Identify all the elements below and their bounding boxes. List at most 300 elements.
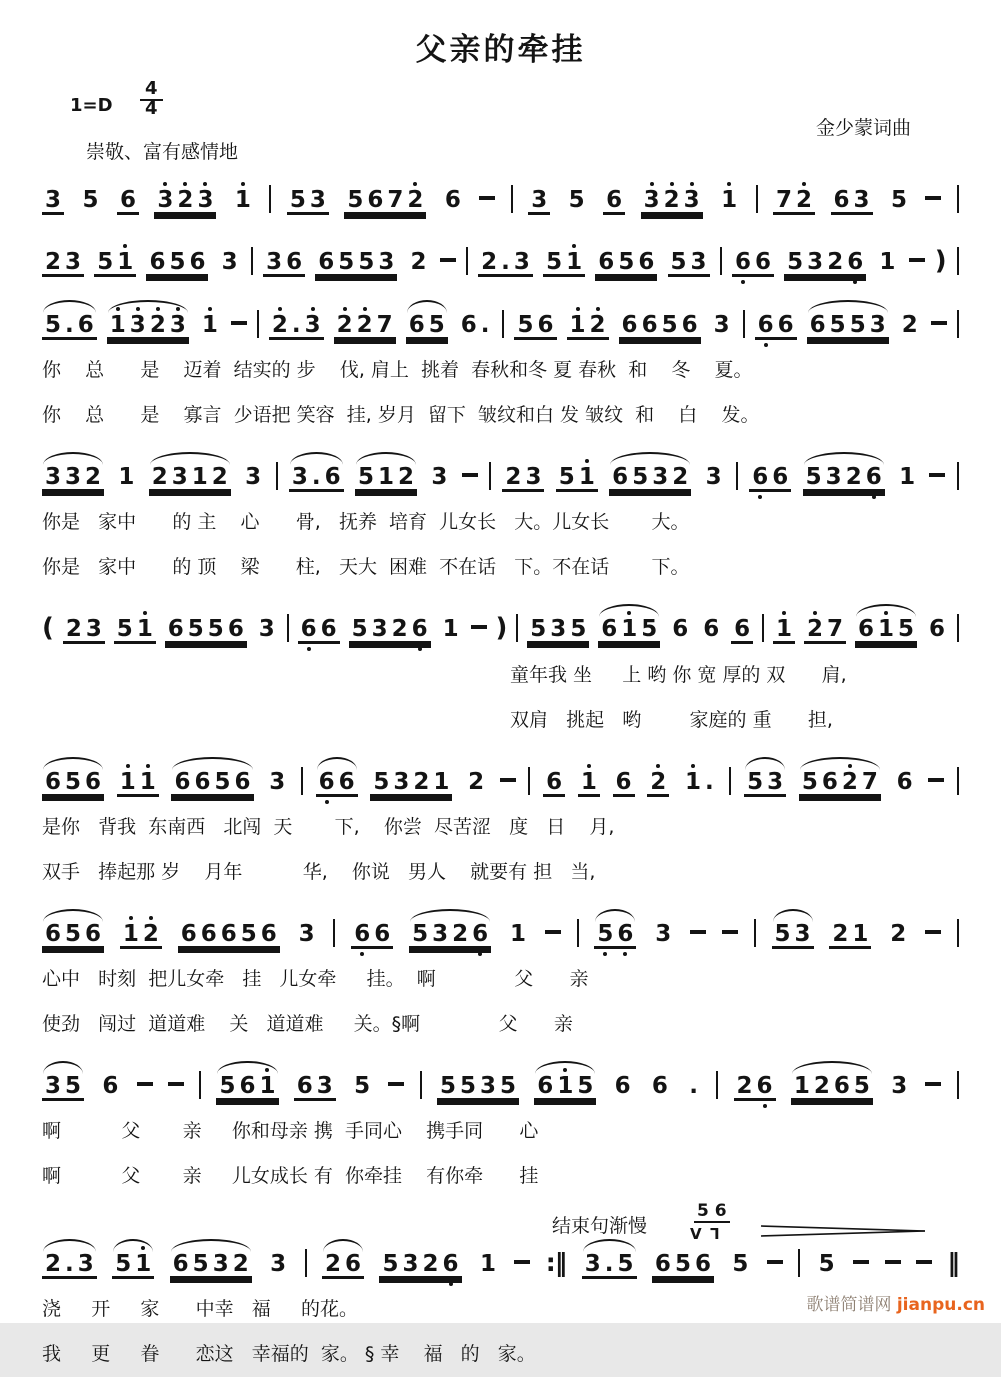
ending-tempo-label: 结束句渐慢 xyxy=(552,1215,648,1237)
note-cluster xyxy=(711,314,733,337)
note-cluster xyxy=(99,1075,121,1098)
note-cluster xyxy=(652,923,674,946)
note-digit: 6 xyxy=(102,1073,119,1099)
note-digit: 5 xyxy=(347,187,364,213)
note-digit: 6 xyxy=(756,1073,773,1099)
note-cluster xyxy=(120,923,162,946)
time-signature-numerator: 4 xyxy=(140,78,163,101)
key-signature: 1=D xyxy=(70,95,113,116)
duration-dash xyxy=(916,1260,932,1264)
note-digit: . xyxy=(480,312,490,338)
note-digit: 6 xyxy=(857,616,874,642)
note-digit: 5 xyxy=(853,1073,870,1099)
note-digit: 5 xyxy=(65,1073,82,1099)
note-digit: 6 xyxy=(651,1073,668,1099)
notation-system xyxy=(42,1047,959,1199)
lyric-line: 使劲 闯过 道道难 关 道道难 关。§啊 父 亲 xyxy=(42,1013,573,1035)
notation-line xyxy=(42,590,959,653)
note-digit: 6 xyxy=(189,249,206,275)
note-digit: 2 xyxy=(142,921,159,947)
barline xyxy=(251,247,253,275)
note-cluster xyxy=(744,771,786,794)
note-digit: 1 xyxy=(793,1073,810,1099)
note-digit: 3 xyxy=(171,464,188,490)
note-cluster xyxy=(784,251,866,274)
final-barline: ‖ xyxy=(947,1248,959,1277)
note-digit: 1 xyxy=(109,312,126,338)
note-digit: 3 xyxy=(169,312,186,338)
note-cluster xyxy=(729,1253,751,1276)
note-digit: 1 xyxy=(433,769,450,795)
note-cluster xyxy=(732,251,774,274)
note-cluster xyxy=(887,923,909,946)
barline xyxy=(257,310,259,338)
note-digit: 5 xyxy=(169,249,186,275)
note-digit: 5 xyxy=(382,1251,399,1277)
note-digit: . xyxy=(311,464,321,490)
note-cluster xyxy=(686,1075,701,1098)
note-digit: 3 xyxy=(643,187,660,213)
note-digit: 6 xyxy=(296,1073,313,1099)
notation-line xyxy=(42,1199,959,1287)
lyric-line: 浇 开 家 中幸 福 的花。 xyxy=(42,1298,358,1320)
note-digit: 1 xyxy=(191,464,208,490)
note-cluster xyxy=(171,771,253,794)
note-digit: 6 xyxy=(598,249,615,275)
note-digit: 3 xyxy=(825,464,842,490)
duration-dash xyxy=(925,930,941,934)
note-digit: 6 xyxy=(180,921,197,947)
note-digit: 3 xyxy=(45,187,62,213)
note-digit: 6 xyxy=(654,1251,671,1277)
barline xyxy=(957,310,959,338)
lyric-line: 啊 父 亲 儿女成长 有 你牵挂 有你牵 挂 xyxy=(42,1165,539,1187)
note-digit: 5 xyxy=(670,249,687,275)
note-cluster xyxy=(804,618,846,641)
note-digit: 1 xyxy=(259,1073,276,1099)
note-digit: 6 xyxy=(444,187,461,213)
note-cluster xyxy=(807,314,889,337)
note-cluster xyxy=(799,771,881,794)
barline xyxy=(957,614,959,642)
note-cluster xyxy=(829,923,871,946)
note-digit: 5 xyxy=(617,1251,634,1277)
note-digit: 3 xyxy=(402,1251,419,1277)
note-cluster xyxy=(803,466,885,489)
note-digit: 3 xyxy=(245,464,262,490)
note-cluster xyxy=(42,1253,97,1276)
note-cluster xyxy=(294,1075,336,1098)
note-cluster xyxy=(334,314,396,337)
note-digit: 6 xyxy=(734,616,751,642)
note-digit: 1 xyxy=(201,312,218,338)
note-cluster xyxy=(888,1075,910,1098)
note-digit: 2 xyxy=(422,1251,439,1277)
note-cluster xyxy=(94,251,136,274)
note-digit: 6 xyxy=(374,921,391,947)
barline xyxy=(199,1071,201,1099)
note-digit: 3 xyxy=(197,187,214,213)
note-digit: 5 xyxy=(428,312,445,338)
notation-line xyxy=(42,743,959,805)
notation-system xyxy=(42,895,959,1047)
note-cluster xyxy=(408,251,430,274)
barline xyxy=(489,462,491,490)
note-digit: 5 xyxy=(358,249,375,275)
score-header xyxy=(42,73,959,161)
note-digit: 7 xyxy=(827,616,844,642)
note-digit: 1 xyxy=(684,769,701,795)
note-cluster xyxy=(543,771,565,794)
note-digit: 3 xyxy=(531,187,548,213)
note-cluster xyxy=(219,251,241,274)
note-digit: 6 xyxy=(234,769,251,795)
note-cluster xyxy=(534,1075,596,1098)
note-cluster xyxy=(731,618,753,641)
note-digit: . xyxy=(65,1251,74,1277)
note-digit: 2 xyxy=(650,769,667,795)
note-digit: 2 xyxy=(672,464,689,490)
watermark xyxy=(806,1290,985,1315)
note-digit: 5 xyxy=(240,921,257,947)
barline xyxy=(420,1071,422,1099)
note-digit: 2 xyxy=(45,249,62,275)
note-digit: 2 xyxy=(832,921,849,947)
note-cluster xyxy=(773,189,815,212)
note-digit: 3 xyxy=(309,187,326,213)
note-cluster xyxy=(115,466,137,489)
note-cluster xyxy=(322,1253,364,1276)
note-digit: 2 xyxy=(901,312,918,338)
note-digit: 3 xyxy=(45,1073,62,1099)
note-digit: 6 xyxy=(638,249,655,275)
note-digit: 6 xyxy=(757,312,774,338)
notation-system xyxy=(42,438,959,590)
note-digit: 3 xyxy=(513,249,530,275)
note-cluster xyxy=(232,189,254,212)
note-digit: 3 xyxy=(258,616,275,642)
note-cluster xyxy=(612,1075,634,1098)
note-digit: 3 xyxy=(157,187,174,213)
note-cluster xyxy=(582,1253,637,1276)
breath-marks: VΓ xyxy=(690,1225,720,1243)
note-cluster xyxy=(478,251,533,274)
note-digit: 3 xyxy=(65,249,82,275)
note-digit: 3 xyxy=(767,769,784,795)
note-cluster xyxy=(216,1075,278,1098)
note-cluster xyxy=(355,466,417,489)
note-digit: 2 xyxy=(149,312,166,338)
note-digit: 6 xyxy=(119,187,136,213)
note-digit: 1 xyxy=(122,921,139,947)
note-cluster xyxy=(556,466,598,489)
barline xyxy=(502,310,504,338)
note-cluster xyxy=(894,771,916,794)
note-digit: 1 xyxy=(509,921,526,947)
note-digit: 5 xyxy=(849,312,866,338)
note-digit: 6 xyxy=(200,921,217,947)
note-digit: 6 xyxy=(338,769,355,795)
duration-dash xyxy=(931,321,947,325)
notation-system xyxy=(42,1199,959,1377)
note-digit: 1 xyxy=(621,616,638,642)
note-digit: 5 xyxy=(412,921,429,947)
note-digit: 6 xyxy=(606,187,623,213)
note-digit: 2 xyxy=(505,464,522,490)
note-digit: . xyxy=(604,1251,614,1277)
note-cluster xyxy=(755,314,797,337)
duration-dash xyxy=(137,1082,153,1086)
note-digit: 5 xyxy=(439,1073,456,1099)
notation-line xyxy=(42,286,959,348)
note-digit: 5 xyxy=(116,616,133,642)
barline xyxy=(269,185,271,213)
note-digit: 5 xyxy=(577,1073,594,1099)
note-digit: 6 xyxy=(928,616,945,642)
note-cluster xyxy=(749,466,791,489)
note-digit: 3 xyxy=(807,249,824,275)
note-digit: 5 xyxy=(661,312,678,338)
phrase-paren: ) xyxy=(934,246,947,276)
note-digit: 6 xyxy=(847,249,864,275)
note-digit: 5 xyxy=(774,921,791,947)
note-digit: 3 xyxy=(705,464,722,490)
note-digit: 6 xyxy=(681,312,698,338)
duration-dash xyxy=(168,1082,184,1086)
note-digit: 5 xyxy=(641,616,658,642)
note-digit: 5 xyxy=(192,1251,209,1277)
note-digit: 5 xyxy=(459,1073,476,1099)
note-digit: 5 xyxy=(187,616,204,642)
barline xyxy=(957,247,959,275)
note-digit: 2 xyxy=(325,1251,342,1277)
notation-system xyxy=(42,161,959,223)
note-digit: 1 xyxy=(578,464,595,490)
note-digit: 6 xyxy=(772,464,789,490)
duration-dash xyxy=(462,473,478,477)
note-cluster xyxy=(112,1253,154,1276)
note-cluster xyxy=(566,189,588,212)
note-digit: 6 xyxy=(318,769,335,795)
note-cluster xyxy=(613,771,635,794)
note-digit: 6 xyxy=(865,464,882,490)
note-digit: 6 xyxy=(149,249,166,275)
note-digit: 6 xyxy=(617,921,634,947)
duration-dash xyxy=(471,625,487,629)
note-digit: 6 xyxy=(174,769,191,795)
note-digit: 5 xyxy=(500,1073,517,1099)
note-digit: 6 xyxy=(354,921,371,947)
note-digit: 3 xyxy=(690,249,707,275)
note-digit: 3 xyxy=(371,616,388,642)
note-digit: 5 xyxy=(517,312,534,338)
note-cluster xyxy=(543,251,585,274)
note-digit: 6 xyxy=(809,312,826,338)
notation-system xyxy=(42,590,959,743)
notation-system xyxy=(42,286,959,438)
grace-notes: 5 6 xyxy=(694,1201,730,1223)
note-digit: 1 xyxy=(442,616,459,642)
note-digit: 6 xyxy=(239,1073,256,1099)
note-cluster xyxy=(170,1253,252,1276)
note-cluster xyxy=(458,314,493,337)
barline xyxy=(743,310,745,338)
note-cluster xyxy=(442,189,464,212)
barline xyxy=(466,247,468,275)
note-cluster xyxy=(437,1075,519,1098)
note-cluster xyxy=(370,771,452,794)
note-digit: 2 xyxy=(845,464,862,490)
note-digit: 6 xyxy=(752,464,769,490)
note-digit: 6 xyxy=(537,312,554,338)
note-cluster xyxy=(117,771,159,794)
note-digit: 5 xyxy=(747,769,764,795)
note-digit: 7 xyxy=(376,312,393,338)
duration-dash xyxy=(885,1260,901,1264)
note-digit: 2 xyxy=(336,312,353,338)
note-digit: 6 xyxy=(411,616,428,642)
note-digit: 2 xyxy=(796,187,813,213)
note-digit: 6 xyxy=(612,464,629,490)
note-digit: 3 xyxy=(221,249,238,275)
note-cluster xyxy=(791,1075,873,1098)
song-title: 父亲的牵挂 xyxy=(415,32,586,68)
note-digit: 2 xyxy=(271,312,288,338)
note-cluster xyxy=(668,251,710,274)
note-cluster xyxy=(598,618,660,641)
note-cluster xyxy=(267,1253,289,1276)
note-digit: 1 xyxy=(234,187,251,213)
note-digit: 6 xyxy=(345,1251,362,1277)
note-digit: 5 xyxy=(115,1251,132,1277)
note-cluster xyxy=(926,618,948,641)
barline xyxy=(762,614,764,642)
note-digit: 3 xyxy=(550,616,567,642)
note-digit: 5 xyxy=(546,249,563,275)
note-digit: 3 xyxy=(393,769,410,795)
note-cluster xyxy=(831,189,873,212)
composer-credit: 金少蒙词曲 xyxy=(815,117,911,139)
note-digit: 2 xyxy=(177,187,194,213)
barline xyxy=(577,919,579,947)
note-digit: 5 xyxy=(289,187,306,213)
lyric-line: 心中 时刻 把儿女牵 挂 儿女牵 挂。 啊 父 亲 xyxy=(42,968,589,990)
lyric-line: 双手 捧起那 岁 月年 华, 你说 男人 就要有 担 当, xyxy=(42,861,596,883)
note-digit: 1 xyxy=(139,769,156,795)
note-digit: 2 xyxy=(45,1251,62,1277)
note-cluster xyxy=(734,1075,776,1098)
note-digit: . xyxy=(291,312,301,338)
note-digit: 5 xyxy=(214,769,231,795)
duration-dash xyxy=(514,1260,530,1264)
note-cluster xyxy=(527,618,589,641)
note-cluster xyxy=(178,923,280,946)
note-digit: 3 xyxy=(85,616,102,642)
note-digit: 1 xyxy=(136,616,153,642)
note-digit: 5 xyxy=(207,616,224,642)
note-cluster xyxy=(409,923,491,946)
duration-dash xyxy=(767,1260,783,1264)
note-cluster xyxy=(528,189,550,212)
note-digit: 6 xyxy=(227,616,244,642)
note-cluster xyxy=(351,1075,373,1098)
barline xyxy=(287,614,289,642)
note-cluster xyxy=(42,771,104,794)
note-digit: 3 xyxy=(266,249,283,275)
duration-dash xyxy=(929,473,945,477)
note-cluster xyxy=(266,771,288,794)
note-digit: 6 xyxy=(260,921,277,947)
duration-dash xyxy=(479,196,495,200)
note-digit: 6 xyxy=(703,616,720,642)
duration-dash xyxy=(690,930,706,934)
note-cluster xyxy=(165,618,247,641)
lyric-line: 你是 家中 的 顶 梁 柱, 天大 困难 不在话 下。不在话 下。 xyxy=(42,556,690,578)
note-digit: 6 xyxy=(167,616,184,642)
note-cluster xyxy=(315,251,397,274)
note-digit: 2 xyxy=(65,616,82,642)
repeat-end-barline: :‖ xyxy=(545,1248,567,1277)
note-cluster xyxy=(154,189,216,212)
note-digit: 7 xyxy=(776,187,793,213)
note-cluster xyxy=(298,618,340,641)
barline xyxy=(528,767,530,795)
note-digit: 5 xyxy=(618,249,635,275)
barline xyxy=(957,919,959,947)
note-digit: 5 xyxy=(568,187,585,213)
note-digit: 2 xyxy=(827,249,844,275)
barline xyxy=(957,185,959,213)
note-cluster xyxy=(594,923,636,946)
watermark-url[interactable]: jianpu.cn xyxy=(896,1295,985,1315)
duration-dash xyxy=(928,778,944,782)
note-cluster xyxy=(896,466,918,489)
note-cluster xyxy=(619,314,701,337)
note-digit: 1 xyxy=(118,464,135,490)
note-digit: 3 xyxy=(431,464,448,490)
note-cluster xyxy=(567,314,609,337)
note-cluster xyxy=(773,618,795,641)
note-digit: 6 xyxy=(300,616,317,642)
note-digit: 6 xyxy=(614,1073,631,1099)
note-digit: 3 xyxy=(853,187,870,213)
barline xyxy=(798,1249,800,1277)
note-digit: 6 xyxy=(408,312,425,338)
duration-dash xyxy=(925,1082,941,1086)
note-digit: 3 xyxy=(77,1251,94,1277)
note-digit: 3 xyxy=(304,312,321,338)
note-cluster xyxy=(351,923,393,946)
time-signature xyxy=(140,79,163,119)
note-cluster xyxy=(42,314,97,337)
lyric-line: 你 总 是 迈着 结实的 步 伐, 肩上 挑着 春秋和冬 夏 春秋 和 冬 夏。 xyxy=(42,359,753,381)
note-cluster xyxy=(899,314,921,337)
note-digit: 5 xyxy=(732,1251,749,1277)
note-digit: 5 xyxy=(674,1251,691,1277)
note-digit: 6 xyxy=(318,249,335,275)
note-cluster xyxy=(428,466,450,489)
note-digit: 5 xyxy=(338,249,355,275)
note-cluster xyxy=(440,618,462,641)
note-cluster xyxy=(603,189,625,212)
note-digit: 2 xyxy=(589,312,606,338)
note-digit: 1 xyxy=(721,187,738,213)
note-digit: 6 xyxy=(641,312,658,338)
note-cluster xyxy=(406,314,448,337)
note-digit: 5 xyxy=(65,769,82,795)
note-cluster xyxy=(595,251,657,274)
note-cluster xyxy=(242,466,264,489)
